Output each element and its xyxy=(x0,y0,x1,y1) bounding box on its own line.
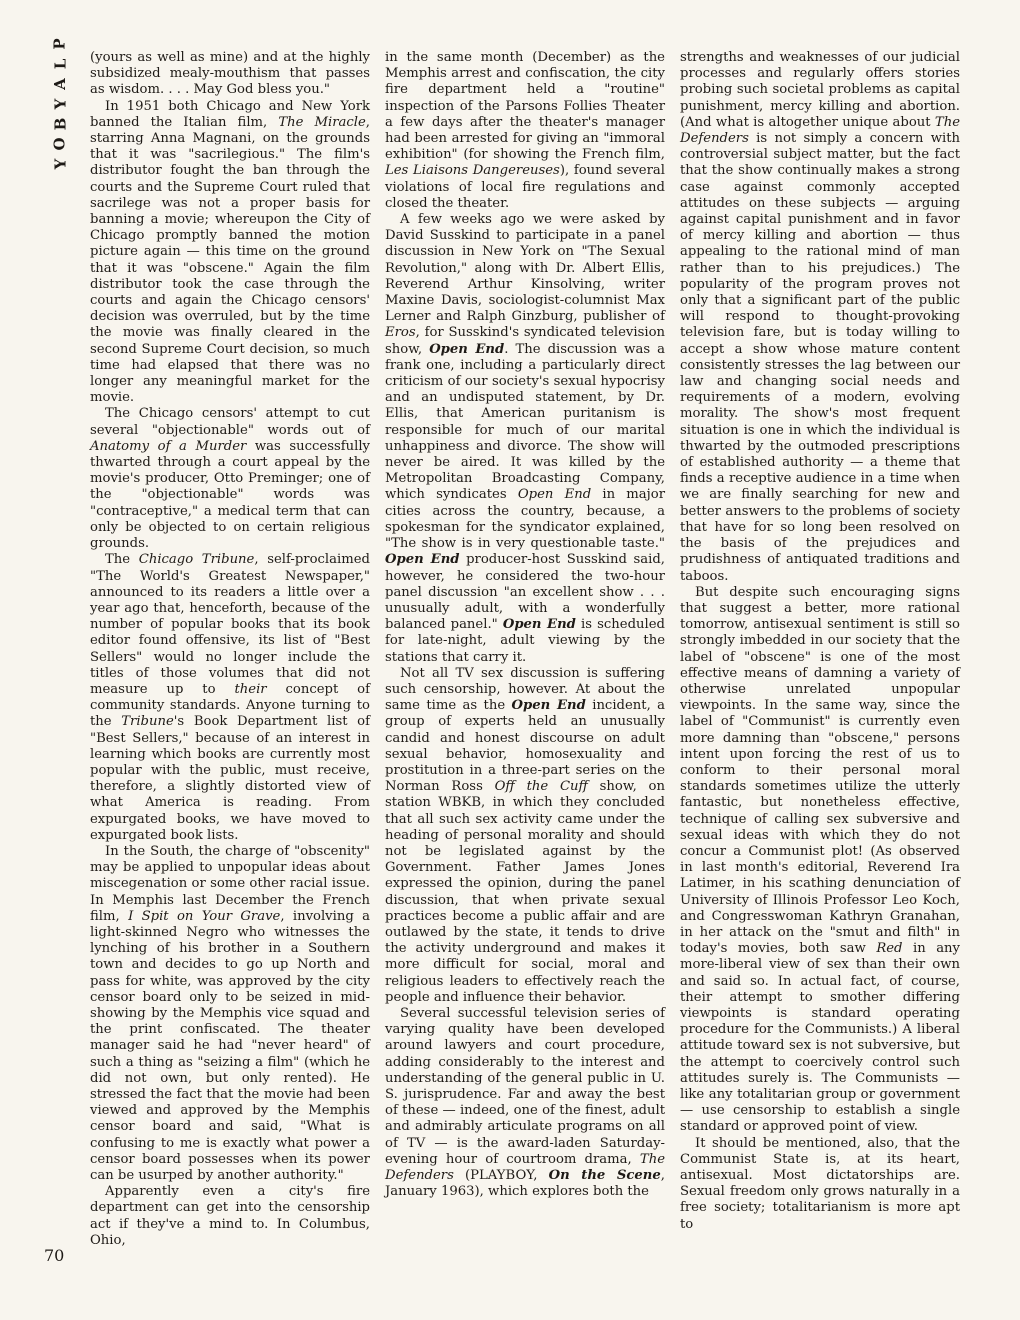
masthead-letter: L xyxy=(50,58,69,70)
article-paragraph: (yours as well as mine) and at the highly subsidized mealy-mouthism that passes as wisdom. . . . May God bless you." xyxy=(90,50,370,98)
article-paragraph: In 1951 both Chicago and New York banned the Italian film, The Miracle, starring Anna Magnani, on the grounds that it was "sacrilegious." The film's distributor fought the ban through the courts and the Supreme Court ruled that sacrilege was not a proper basis for banning a movie; whereupon the City of Chicago promptly banned the motion picture again — this time on the ground that it was "obscene." Again the film distributor took the case through the courts and again the Chicago censors' decision was overruled, but by the time the movie was finally cleared in the second Supreme Court decision, so much time had elapsed that there was no longer any meaningful market for the movie. xyxy=(90,98,370,406)
page-number: 70 xyxy=(44,1246,65,1265)
article-paragraph: Several successful television series of varying quality have been developed around lawyers and court procedure, adding considerably to the interest and understanding of the general public in U. S. jurisprudence. Far and away the best of these — indeed, one of the finest, adult and admirably articulate programs on all of TV — is the award-laden Saturday-evening hour of courtroom drama, The Defenders (PLAYBOY, On the Scene, January 1963), which explores both the xyxy=(385,1005,665,1200)
article-paragraph: The Chicago censors' attempt to cut several "objectionable" words out of Anatomy of a Murder was successfully thwarted through a court appeal by the movie's producer, Otto Preminger; one of the "objectionable" words was "contraceptive," a medical term that can only be objected to on certain religious grounds. xyxy=(90,406,370,552)
text-column-1 xyxy=(90,50,370,1249)
article-paragraph: A few weeks ago we were asked by David Susskind to participate in a panel discussion in New York on "The Sexual Revolution," along with Dr. Albert Ellis, Reverend Arthur Kinsolving, writer Maxine Davis, sociologist-columnist Max Lerner and Ralph Ginzburg, publisher of Eros, for Susskind's syndicated television show, Open End. The discussion was a frank one, including a particularly direct criticism of our society's sexual hypocrisy and an undisputed statement, by Dr. Ellis, that American puritanism is responsible for much of our marital unhappiness and divorce. The show will never be aired. It was killed by the Metropolitan Broadcasting Company, which syndicates Open End in major cities across the country, because, a spokesman for the syndicator explained, "The show is in very questionable taste." Open End producer-host Susskind said, however, he considered the two-hour panel discussion "an excellent show . . . unusually adult, with a wonderfully balanced panel." Open End is scheduled for late-night, adult viewing by the stations that carry it. xyxy=(385,212,666,665)
playboy-masthead xyxy=(44,34,76,174)
article-paragraph: The Chicago Tribune, self-proclaimed "The World's Greatest Newspaper," announced to its readers a little over a year ago that, henceforth, because of the number of popular books that its book editor found offensive, its list of "Best Sellers" would no longer include the titles of those volumes that did not measure up to their concept of community standards. Anyone turning to the Tribune's Book Department list of "Best Sellers," because of an interest in learning which books are currently most popular with the public, must receive, therefore, a slightly distorted view of what America is reading. From expurgated books, we have moved to expurgated book lists. xyxy=(90,552,370,843)
article-paragraph: It should be mentioned, also, that the Communist State is, at its heart, antisexual. Most dictatorships are. Sexual freedom only grows naturally in a free society; totalitarianism is more apt to xyxy=(680,1135,960,1232)
masthead-letter: A xyxy=(50,78,69,90)
masthead-letter: P xyxy=(51,38,69,50)
masthead-letter: Y xyxy=(51,98,69,110)
text-column-2 xyxy=(385,50,665,1200)
article-paragraph: But despite such encouraging signs that suggest a better, more rational tomorrow, antisexual sentiment is still so strongly imbedded in our society that the label of "obscene" is one of the most effective means of damning a variety of otherwise unrelated unpopular viewpoints. In the same way, since the label of "Communist" is currently even more damning than "obscene," persons intent upon forcing the rest of us to conform to their personal moral standards sometimes utilize the utterly fantastic, but nonetheless effective, technique of calling sex subversive and sexual ideas with which they do not concur a Communist plot! (As observed in last month's editorial, Reverend Ira Latimer, in his scathing denunciation of University of Illinois Professor Leo Koch, and Congresswoman Kathryn Granahan, in her attack on the "smut and filth" in today's movies, both saw Red in any more-liberal view of sex than their own and said so. In actual fact, of course, their attempt to smother differing viewpoints is standard operating procedure for the Communists.) A liberal attitude toward sex is not subversive, but the attempt to coercively control such attitudes surely is. The Communists — like any totalitarian group or government — use censorship to establish a single standard or approved point of view. xyxy=(680,584,960,1135)
article-paragraph: In the South, the charge of "obscenity" may be applied to unpopular ideas about miscegenation or some other racial issue. In Memphis last December the French film, I Spit on Your Grave, involving a light-skinned Negro who witnesses the lynching of his brother in a Southern town and decides to go up North and pass for white, was approved by the city censor board only to be seized in mid-showing by the Memphis vice squad and the print confiscated. The theater manager said he had "never heard" of such a thing as "seizing a film" (which he did not own, but only rented). He stressed the fact that the movie had been viewed and approved by the Memphis censor board and said, "What is confusing to me is exactly what power a censor board possesses when its power can be usurped by another authority." xyxy=(90,843,370,1184)
text-column-3 xyxy=(680,50,960,1233)
masthead-letter: B xyxy=(51,117,69,131)
masthead-letter: O xyxy=(50,137,69,151)
article-paragraph: in the same month (December) as the Memphis arrest and confiscation, the city fire department held a "routine" inspection of the Parsons Follies Theater a few days after the theater's manager had been arrested for giving an "immoral exhibition" (for showing the French film, Les Liaisons Dangereuses), found several violations of local fire regulations and closed the theater. xyxy=(385,50,666,211)
article-paragraph: Apparently even a city's fire department can get into the censorship act if they've a mind to. In Columbus, Ohio, xyxy=(90,1184,370,1248)
article-paragraph: strengths and weaknesses of our judicial processes and regularly offers stories probing such societal problems as capital punishment, mercy killing and abortion. (And what is altogether unique about The Defenders is not simply a concern with controversial subject matter, but the fact that the show continually makes a strong case against commonly accepted attitudes on these subjects — arguing against capital punishment and in favor of mercy killing and abortion — thus appealing to the rational mind of man rather than to his prejudices.) The popularity of the program proves not only that a significant part of the public will respond to thought-provoking television fare, but is today willing to accept a show whose mature content consistently stresses the lag between our law and changing social needs and requirements of a modern, evolving morality. The show's most frequent situation is one in which the individual is thwarted by the outmoded prescriptions of established authority — a theme that finds a receptive audience in a time when we are finally searching for new and better answers to the problems of society that have for so long been resolved on the basis of the prejudices and prudishness of antiquated traditions and taboos. xyxy=(680,50,960,584)
article-paragraph: Not all TV sex discussion is suffering such censorship, however. At about the same time as the Open End incident, a group of experts held an unusually candid and honest discourse on adult sexual behavior, homosexuality and prostitution in a three-part series on the Norman Ross Off the Cuff show, on station WBKB, in which they concluded that all such sex activity came under the heading of personal morality and should not be legislated against by the Government. Father James Jones expressed the opinion, during the panel discussion, that when private sexual practices become a public affair and are outlawed by the state, it tends to drive the activity underground and makes it more difficult for social, moral and religious leaders to effectively reach the people and influence their behavior. xyxy=(385,665,666,1005)
masthead-letter: Y xyxy=(51,158,69,170)
